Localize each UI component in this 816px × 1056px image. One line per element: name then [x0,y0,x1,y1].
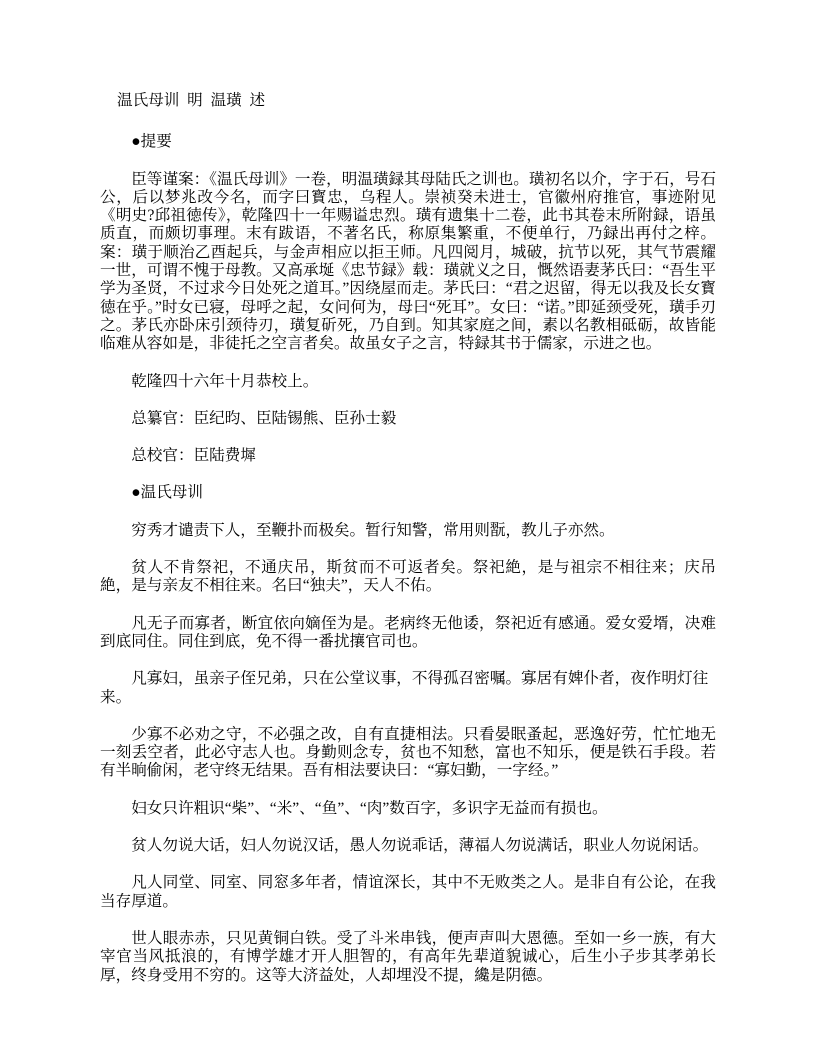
document-content [100,92,716,985]
maxim-paragraph-4: 凡寡妇，虽亲子侄兄弟，只在公堂议事，不得孤召密嘱。寡居有婢仆者，夜作明灯往来。 [100,670,709,706]
maxim-paragraph-1: 穷秀才谴责下人，至鞭扑而极矣。暂行知警，常用则翫，教儿子亦然。 [131,521,615,539]
maxim-paragraph-3: 凡无子而寡者，断宜依向嫡侄为是。老病终无他诿，祭祀近有感通。爱女爱壻，决难到底同住。同住到底，免不得一番扰攘官司也。 [100,614,716,650]
maxim-paragraph-2: 贫人不肯祭祀，不通庆吊，斯贫而不可返者矣。祭祀絶，是与祖宗不相往来；庆吊絶，是与亲友不相往来。名曰“独夫”，天人不佑。 [100,559,716,595]
section-heading-label: 温氏母训 [140,484,203,502]
section-heading-label: 提要 [140,133,172,151]
maxim-paragraph-9: 世人眼赤赤，只见黄铜白铁。受了斗米串钱，便声声叫大恩德。至如一乡一族，有大宰官当风抵浪的，有博学雄才开人胆智的，有高年先辈道貌诚心，后生小子步其孝弟长厚，终身受用不穷的。这等大济益处，人却埋没不提，纔是阴德。 [100,929,716,984]
chief-compiler-line: 总纂官：臣纪昀、臣陆锡熊、臣孙士毅 [131,409,397,427]
maxim-paragraph-8: 凡人同堂、同室、同窓多年者，情谊深长，其中不无败类之人。是非自有公论，在我当存厚道。 [100,874,716,910]
maxim-paragraph-7: 贫人勿说大话，妇人勿说汉话，愚人勿说乖话，薄福人勿说满话，职业人勿说闲话。 [131,837,709,855]
summary-paragraph: 臣等谨案：《温氏母训》一卷，明温璜録其母陆氏之训也。璜初名以介，字于石，号石公，后以梦兆改今名，而字曰寳忠，乌程人。崇祯癸未进士，官徽州府推官，事迹附见《明史?邱祖徳传》，乾隆四十一年赐谥忠烈。璜有遗集十二卷，此书其卷末所附録，语虽质直，而颇切事理。末有跋语，不著名氏，称原集繁重，不便单行，乃録出再付之梓。案：璜于顺治乙酉起兵，与金声相应以拒王师。凡四阅月，城破，抗节以死，其气节震耀一世，可谓不愧于母教。又高承埏《忠节録》载：璜就义之日，慨然语妻茅氏曰：“吾生平学为圣贤，不过求今日处死之道耳。”因绕屋而走。茅氏曰：“君之迟留，得无以我及长女寳徳在乎。”时女已寝，母呼之起，女问何为，母曰“死耳”。女曰：“诺。”即延颈受死，璜手刃之。茅氏亦卧床引颈待刃，璜复斫死，乃自到。知其家庭之间，素以名教相砥砺，故皆能临难从容如是，非徒托之空言者矣。故虽女子之言，特録其书于儒家，示进之也。 [100,170,716,353]
section-heading-summary [100,133,716,151]
maxim-paragraph-5: 少寡不必劝之守，不必强之改，自有直捷相法。只看晏眠蚤起，恶逸好劳，忙忙地无一刻丢空者，此必守志人也。身勤则念专，贫也不知愁，富也不知乐，便是铁石手段。若有半晌偷闲，老守终无结果。吾有相法要诀曰：“寡妇勤，一字经。” [100,725,716,780]
chief-proofreader-line: 总校官：臣陆费墀 [131,447,256,465]
section-heading-main-text [100,484,716,502]
maxim-paragraph-6: 妇女只许粗识“柴”、“米”、“鱼”、“肉”数百字，多识字无益而有损也。 [131,799,608,817]
bullet-icon: ● [131,133,141,151]
collation-date-line: 乾隆四十六年十月恭校上。 [131,372,319,390]
bullet-icon: ● [131,484,141,502]
document-title: 温氏母训 明 温璜 述 [117,92,266,109]
